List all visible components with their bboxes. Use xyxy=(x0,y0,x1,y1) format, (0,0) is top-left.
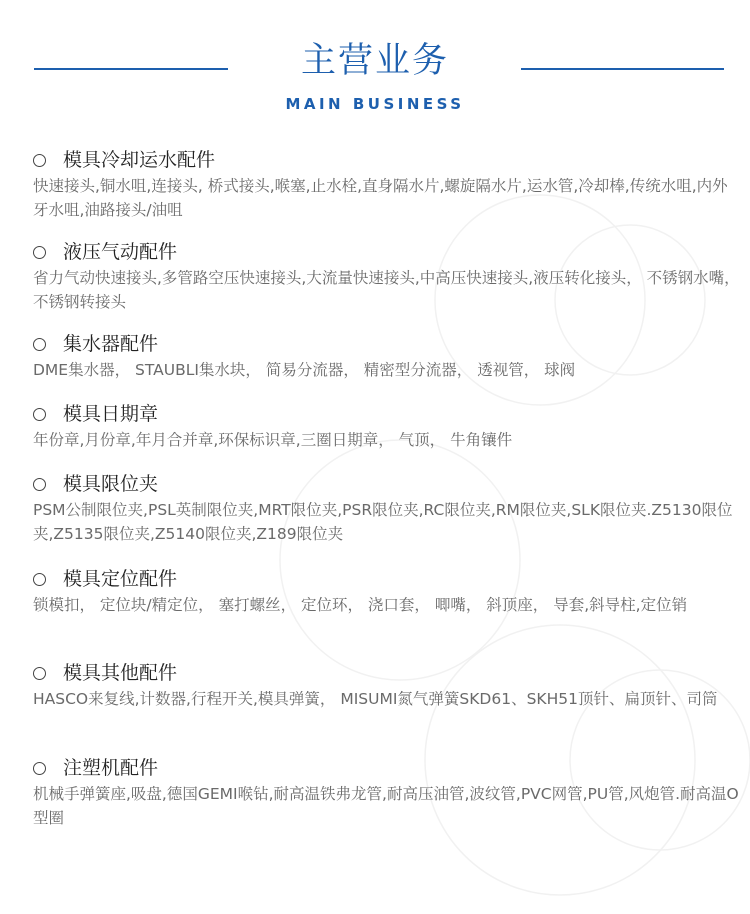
page-header xyxy=(0,0,750,130)
circle-bullet-icon xyxy=(33,408,46,421)
circle-bullet-icon xyxy=(33,478,46,491)
section-title: 液压气动配件 xyxy=(63,241,178,263)
page-title: 主营业务 xyxy=(300,41,449,81)
page-subtitle: MAIN BUSINESS xyxy=(285,95,465,113)
circle-bullet-icon xyxy=(33,573,46,586)
circle-bullet-icon xyxy=(33,762,46,775)
section-description: 机械手弹簧座,吸盘,德国GEMI喉钻,耐高温铁弗龙管,耐高压油管,波纹管,PVC网管,PU管,风炮管.耐高温O型圈 xyxy=(33,785,739,827)
circle-bullet-icon xyxy=(33,667,46,680)
section-description: PSM公制限位夹,PSL英制限位夹,MRT限位夹,PSR限位夹,RC限位夹,RM限位夹,SLK限位夹.Z5130限位夹,Z5135限位夹,Z5140限位夹,Z189限位夹 xyxy=(33,501,733,543)
section-title: 集水器配件 xyxy=(63,333,159,355)
section-description: DME集水器， STAUBLI集水块， 简易分流器， 精密型分流器， 透视管， 球阀 xyxy=(33,361,576,379)
circle-bullet-icon xyxy=(33,154,46,167)
circle-bullet-icon xyxy=(33,246,46,259)
section-description: 年份章,月份章,年月合并章,环保标识章,三圈日期章， 气顶， 牛角镶件 xyxy=(33,431,513,449)
section-description: HASCO来复线,计数器,行程开关,模具弹簧， MISUMI氮气弹簧SKD61、SKH51顶针、扁顶针、司筒 xyxy=(33,690,718,708)
circle-bullet-icon xyxy=(33,338,46,351)
section-description: 省力气动快速接头,多管路空压快速接头,大流量快速接头,中高压快速接头,液压转化接头， 不锈钢水嘴， 不锈钢转接头 xyxy=(33,269,740,311)
section-description: 快速接头,铜水咀,连接头, 桥式接头,喉塞,止水栓,直身隔水片,螺旋隔水片,运水管,冷却棒,传统水咀,内外牙水咀,油路接头/油咀 xyxy=(33,177,728,219)
section-title: 模具日期章 xyxy=(63,403,159,425)
section-title: 模具定位配件 xyxy=(63,568,178,590)
section-title: 模具冷却运水配件 xyxy=(63,149,216,171)
section-title: 模具限位夹 xyxy=(63,473,159,495)
section-title: 模具其他配件 xyxy=(63,662,178,684)
section-description: 锁模扣， 定位块/精定位， 塞打螺丝， 定位环， 浇口套， 唧嘴， 斜顶座， 导套,斜导柱,定位销 xyxy=(33,596,688,614)
section-title: 注塑机配件 xyxy=(63,757,159,779)
